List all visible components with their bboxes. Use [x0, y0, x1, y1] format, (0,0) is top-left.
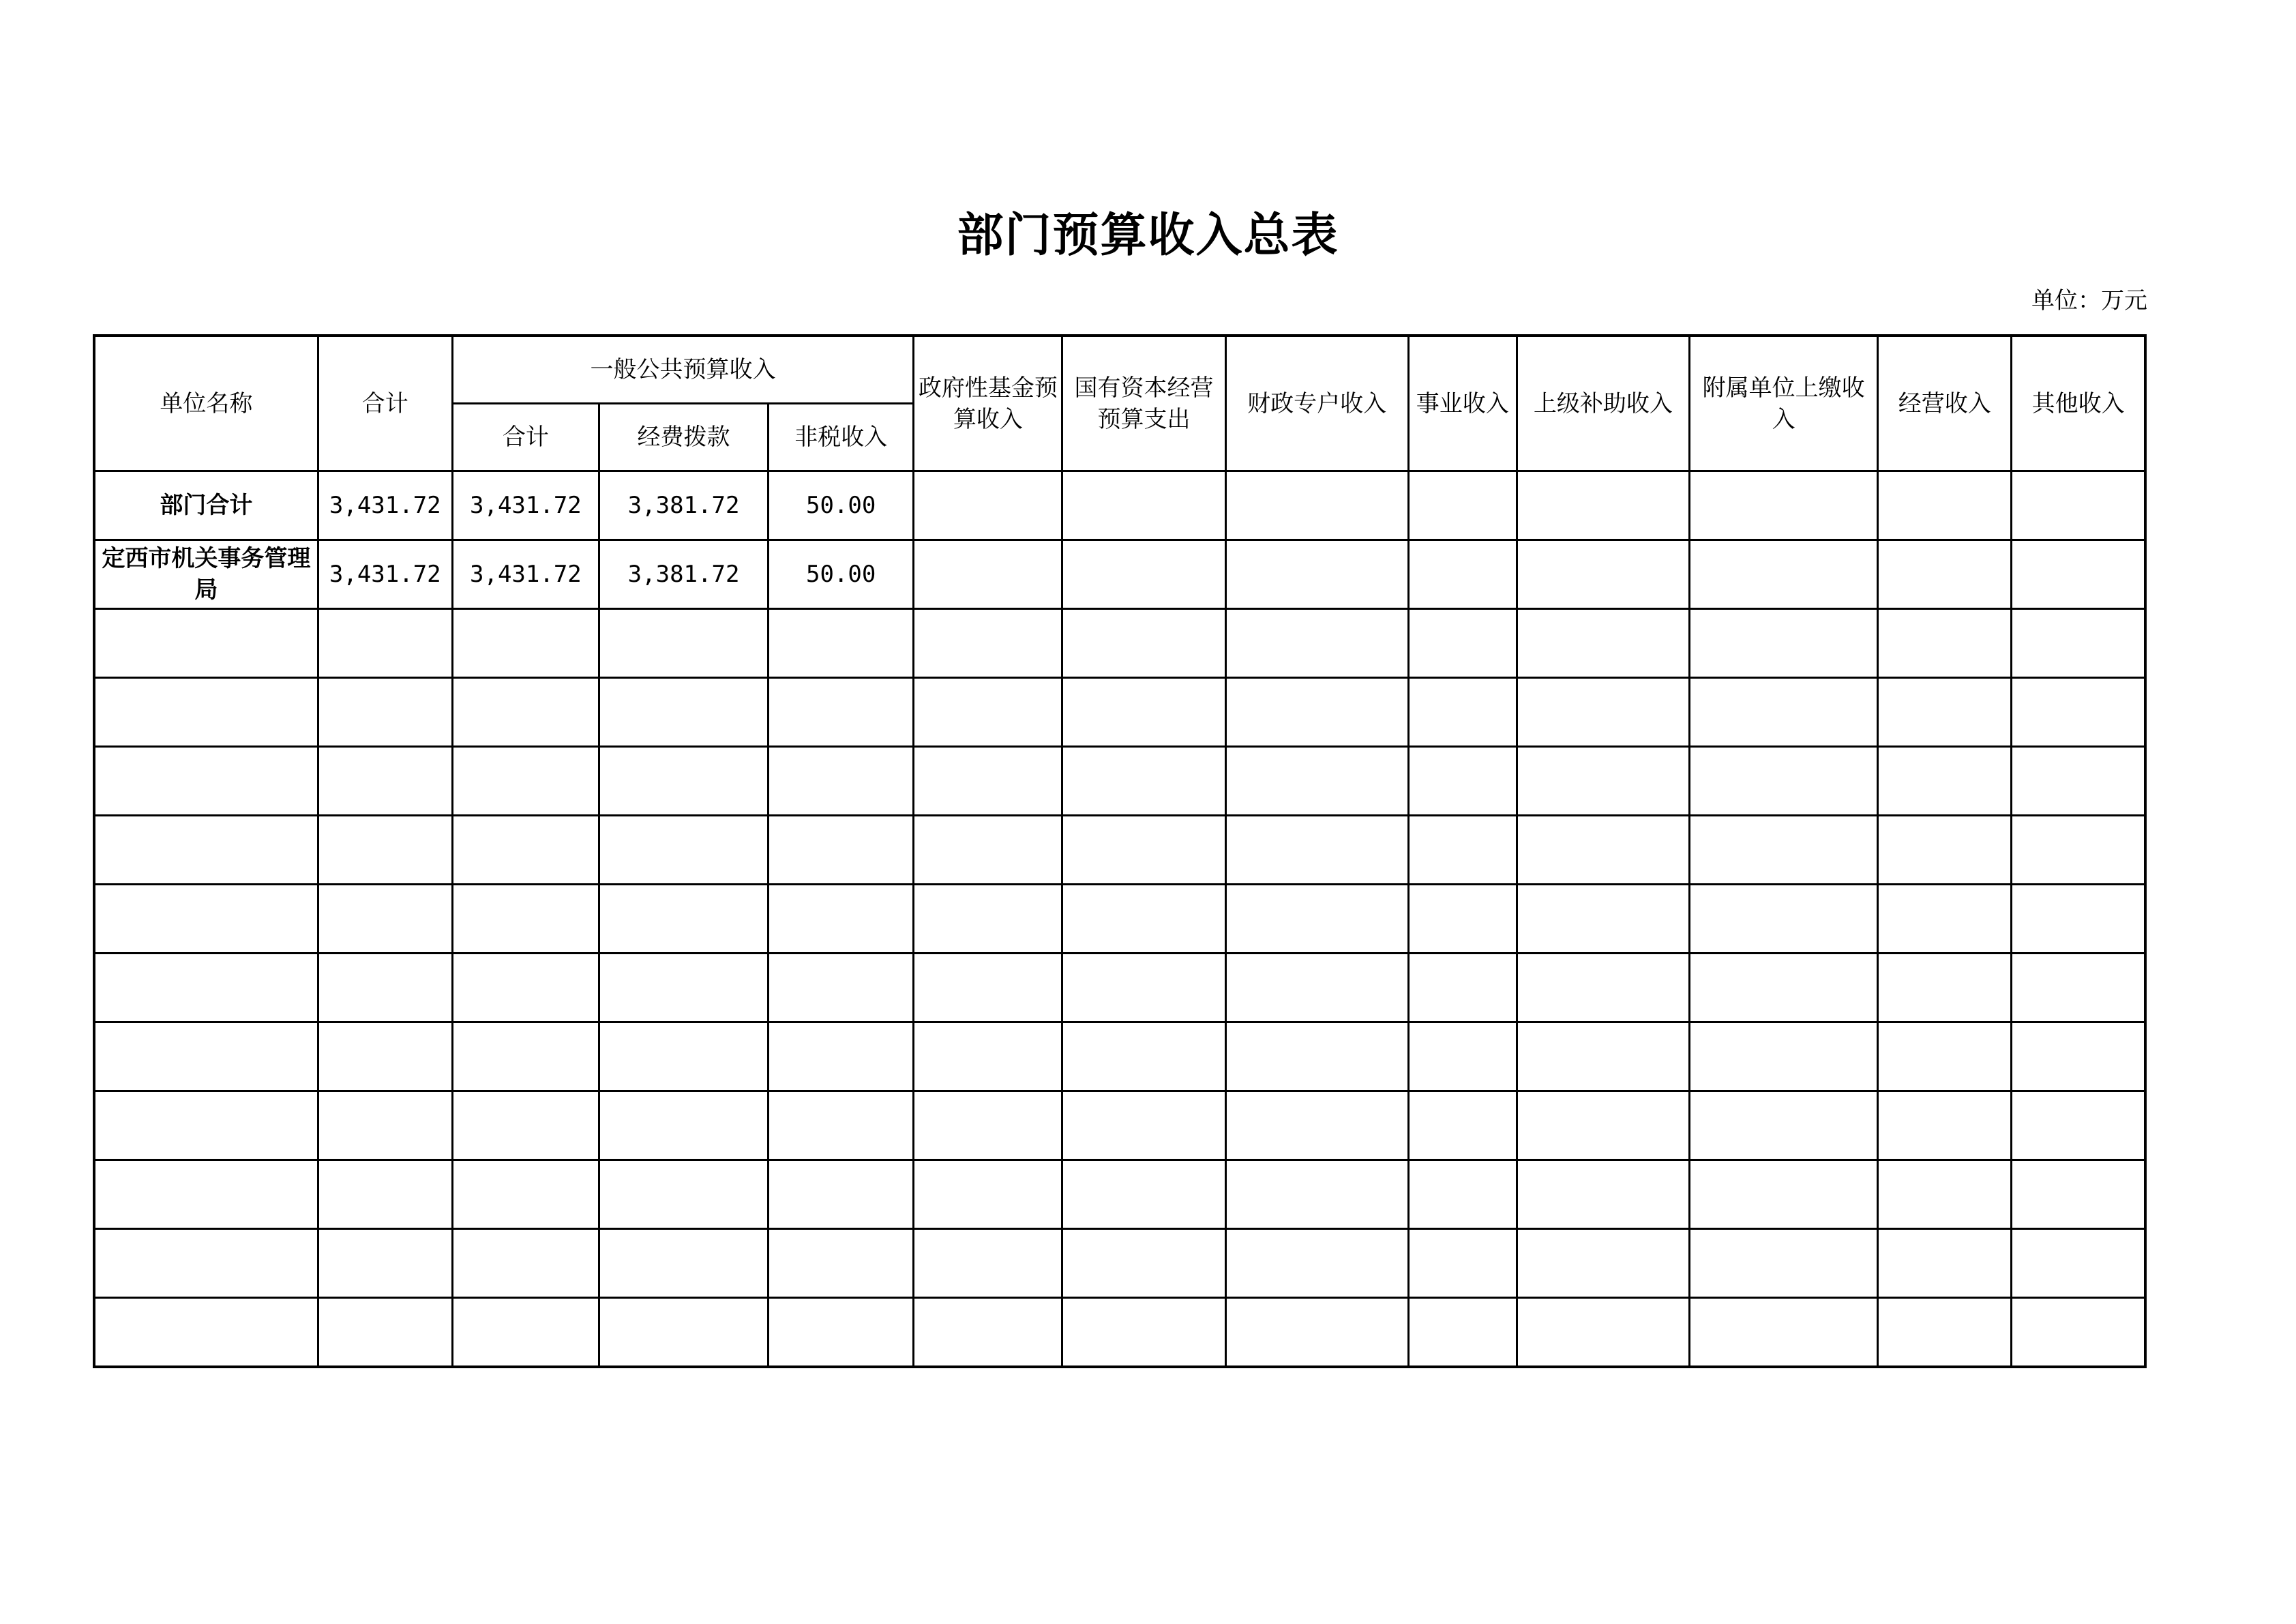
header-row-1 [94, 336, 2145, 404]
empty-cell [318, 885, 452, 954]
empty-cell [1878, 609, 2012, 678]
empty-cell [1225, 1298, 1408, 1368]
empty-cell [1878, 1022, 2012, 1091]
empty-cell [1408, 1298, 1517, 1368]
empty-cell [914, 1022, 1062, 1091]
row-operating [1878, 471, 2012, 540]
empty-cell [1225, 1091, 1408, 1160]
empty-row [94, 678, 2145, 747]
row-non-tax: 50.00 [769, 471, 914, 540]
empty-cell [1690, 1298, 1878, 1368]
empty-cell [1225, 954, 1408, 1022]
empty-cell [318, 747, 452, 816]
row-total: 3,431.72 [318, 540, 452, 609]
empty-cell [1517, 1298, 1689, 1368]
empty-cell [1408, 1229, 1517, 1298]
empty-cell [914, 954, 1062, 1022]
empty-cell [769, 885, 914, 954]
empty-cell [599, 1022, 768, 1091]
empty-cell [452, 1091, 599, 1160]
empty-cell [769, 609, 914, 678]
empty-cell [1878, 678, 2012, 747]
empty-cell [94, 678, 318, 747]
header-gov-fund: 政府性基金预算收入 [914, 336, 1062, 471]
header-unit-name: 单位名称 [94, 336, 318, 471]
empty-row [94, 954, 2145, 1022]
empty-cell [1408, 678, 1517, 747]
empty-cell [1690, 1229, 1878, 1298]
header-affiliated: 附属单位上缴收入 [1690, 336, 1878, 471]
empty-cell [599, 1091, 768, 1160]
empty-row [94, 747, 2145, 816]
empty-cell [318, 816, 452, 885]
empty-cell [914, 816, 1062, 885]
empty-cell [94, 1229, 318, 1298]
empty-cell [452, 885, 599, 954]
empty-cell [914, 678, 1062, 747]
empty-cell [94, 816, 318, 885]
empty-cell [769, 1298, 914, 1368]
empty-cell [94, 609, 318, 678]
empty-cell [1062, 954, 1225, 1022]
empty-cell [914, 747, 1062, 816]
empty-cell [94, 1160, 318, 1229]
empty-cell [1408, 885, 1517, 954]
empty-cell [599, 1160, 768, 1229]
empty-cell [1878, 885, 2012, 954]
empty-cell [2012, 678, 2145, 747]
empty-cell [1225, 1022, 1408, 1091]
empty-row [94, 1160, 2145, 1229]
row-operating [1878, 540, 2012, 609]
empty-cell [769, 1229, 914, 1298]
empty-cell [1878, 1229, 2012, 1298]
empty-cell [599, 885, 768, 954]
empty-cell [1062, 1022, 1225, 1091]
empty-cell [1225, 1160, 1408, 1229]
empty-cell [1878, 1298, 2012, 1368]
empty-cell [1062, 816, 1225, 885]
row-gov-fund [914, 471, 1062, 540]
empty-cell [1690, 885, 1878, 954]
empty-cell [599, 954, 768, 1022]
header-other: 其他收入 [2012, 336, 2145, 471]
empty-cell [94, 1022, 318, 1091]
empty-cell [1690, 1022, 1878, 1091]
empty-cell [1225, 747, 1408, 816]
empty-cell [1408, 1022, 1517, 1091]
empty-cell [1517, 1229, 1689, 1298]
header-non-tax: 非税收入 [769, 404, 914, 471]
empty-cell [452, 1229, 599, 1298]
row-business [1408, 471, 1517, 540]
empty-cell [452, 609, 599, 678]
row-affiliated [1690, 540, 1878, 609]
empty-cell [1062, 678, 1225, 747]
empty-cell [1062, 747, 1225, 816]
empty-cell [94, 954, 318, 1022]
empty-cell [2012, 1298, 2145, 1368]
empty-cell [599, 747, 768, 816]
empty-cell [1408, 747, 1517, 816]
empty-cell [94, 1298, 318, 1368]
empty-cell [452, 954, 599, 1022]
row-state-capital [1062, 540, 1225, 609]
empty-cell [599, 678, 768, 747]
row-other [2012, 540, 2145, 609]
row-business [1408, 540, 1517, 609]
row-affiliated [1690, 471, 1878, 540]
empty-cell [318, 678, 452, 747]
empty-cell [914, 609, 1062, 678]
empty-cell [318, 1229, 452, 1298]
empty-cell [94, 747, 318, 816]
empty-cell [1408, 609, 1517, 678]
empty-cell [1517, 816, 1689, 885]
empty-cell [1517, 747, 1689, 816]
empty-cell [1878, 816, 2012, 885]
empty-cell [1225, 1229, 1408, 1298]
row-state-capital [1062, 471, 1225, 540]
empty-cell [1517, 678, 1689, 747]
unit-label: 单位：万元 [2031, 287, 2147, 314]
row-funding: 3,381.72 [599, 540, 768, 609]
empty-cell [914, 1298, 1062, 1368]
header-business: 事业收入 [1408, 336, 1517, 471]
empty-cell [318, 1091, 452, 1160]
empty-cell [1062, 1229, 1225, 1298]
header-general-budget: 一般公共预算收入 [452, 336, 913, 404]
empty-cell [914, 1229, 1062, 1298]
empty-cell [2012, 1091, 2145, 1160]
empty-cell [1690, 954, 1878, 1022]
empty-row [94, 1022, 2145, 1091]
empty-cell [452, 1022, 599, 1091]
empty-cell [1225, 609, 1408, 678]
empty-cell [94, 885, 318, 954]
empty-cell [769, 816, 914, 885]
row-name: 定西市机关事务管理局 [94, 540, 318, 609]
empty-cell [1225, 816, 1408, 885]
empty-cell [1408, 1160, 1517, 1229]
empty-cell [1062, 1298, 1225, 1368]
empty-cell [1062, 885, 1225, 954]
empty-cell [1408, 816, 1517, 885]
empty-cell [1517, 1160, 1689, 1229]
row-name: 部门合计 [94, 471, 318, 540]
empty-cell [452, 1160, 599, 1229]
header-state-capital: 国有资本经营预算支出 [1062, 336, 1225, 471]
empty-cell [1517, 954, 1689, 1022]
header-total: 合计 [318, 336, 452, 471]
empty-cell [318, 609, 452, 678]
empty-row [94, 885, 2145, 954]
header-superior-subsidy: 上级补助收入 [1517, 336, 1689, 471]
empty-cell [1062, 1091, 1225, 1160]
empty-cell [769, 678, 914, 747]
empty-cell [1690, 747, 1878, 816]
empty-row [94, 1229, 2145, 1298]
empty-cell [769, 954, 914, 1022]
empty-rows [94, 609, 2145, 1368]
empty-cell [769, 747, 914, 816]
empty-row [94, 1298, 2145, 1368]
empty-cell [599, 1229, 768, 1298]
empty-cell [1408, 954, 1517, 1022]
empty-cell [1878, 747, 2012, 816]
row-other [2012, 471, 2145, 540]
row-non-tax: 50.00 [769, 540, 914, 609]
row-fiscal-special [1225, 540, 1408, 609]
empty-cell [769, 1160, 914, 1229]
empty-cell [1062, 1160, 1225, 1229]
empty-cell [1690, 816, 1878, 885]
empty-cell [318, 1022, 452, 1091]
empty-cell [2012, 747, 2145, 816]
empty-cell [769, 1091, 914, 1160]
table-row [94, 471, 2145, 540]
empty-cell [599, 609, 768, 678]
empty-cell [318, 1160, 452, 1229]
empty-cell [2012, 1229, 2145, 1298]
empty-cell [2012, 885, 2145, 954]
empty-cell [452, 816, 599, 885]
empty-cell [452, 1298, 599, 1368]
empty-cell [914, 885, 1062, 954]
empty-cell [1690, 678, 1878, 747]
empty-cell [1517, 1022, 1689, 1091]
empty-cell [599, 816, 768, 885]
empty-cell [1690, 1160, 1878, 1229]
table-row [94, 540, 2145, 609]
row-fiscal-special [1225, 471, 1408, 540]
row-funding: 3,381.72 [599, 471, 768, 540]
empty-cell [2012, 1160, 2145, 1229]
empty-cell [1878, 1160, 2012, 1229]
row-general-total: 3,431.72 [452, 540, 599, 609]
row-superior-subsidy [1517, 540, 1689, 609]
empty-row [94, 816, 2145, 885]
empty-cell [599, 1298, 768, 1368]
empty-cell [914, 1091, 1062, 1160]
empty-cell [1408, 1091, 1517, 1160]
empty-cell [1225, 885, 1408, 954]
empty-cell [914, 1160, 1062, 1229]
header-fiscal-special: 财政专户收入 [1225, 336, 1408, 471]
empty-cell [1517, 609, 1689, 678]
empty-cell [452, 678, 599, 747]
empty-cell [452, 747, 599, 816]
empty-cell [318, 954, 452, 1022]
empty-cell [1878, 954, 2012, 1022]
empty-cell [1517, 1091, 1689, 1160]
empty-cell [1878, 1091, 2012, 1160]
empty-cell [2012, 609, 2145, 678]
empty-cell [1062, 609, 1225, 678]
row-superior-subsidy [1517, 471, 1689, 540]
budget-table [93, 334, 2147, 1368]
empty-cell [2012, 1022, 2145, 1091]
empty-cell [94, 1091, 318, 1160]
empty-cell [1690, 609, 1878, 678]
header-general-total: 合计 [452, 404, 599, 471]
empty-cell [1517, 885, 1689, 954]
empty-cell [2012, 816, 2145, 885]
empty-cell [769, 1022, 914, 1091]
empty-cell [2012, 954, 2145, 1022]
empty-cell [318, 1298, 452, 1368]
page-title: 部门预算收入总表 [957, 208, 1339, 263]
row-total: 3,431.72 [318, 471, 452, 540]
header-funding: 经费拨款 [599, 404, 768, 471]
empty-row [94, 1091, 2145, 1160]
row-gov-fund [914, 540, 1062, 609]
empty-cell [1690, 1091, 1878, 1160]
row-general-total: 3,431.72 [452, 471, 599, 540]
header-operating: 经营收入 [1878, 336, 2012, 471]
empty-row [94, 609, 2145, 678]
empty-cell [1225, 678, 1408, 747]
